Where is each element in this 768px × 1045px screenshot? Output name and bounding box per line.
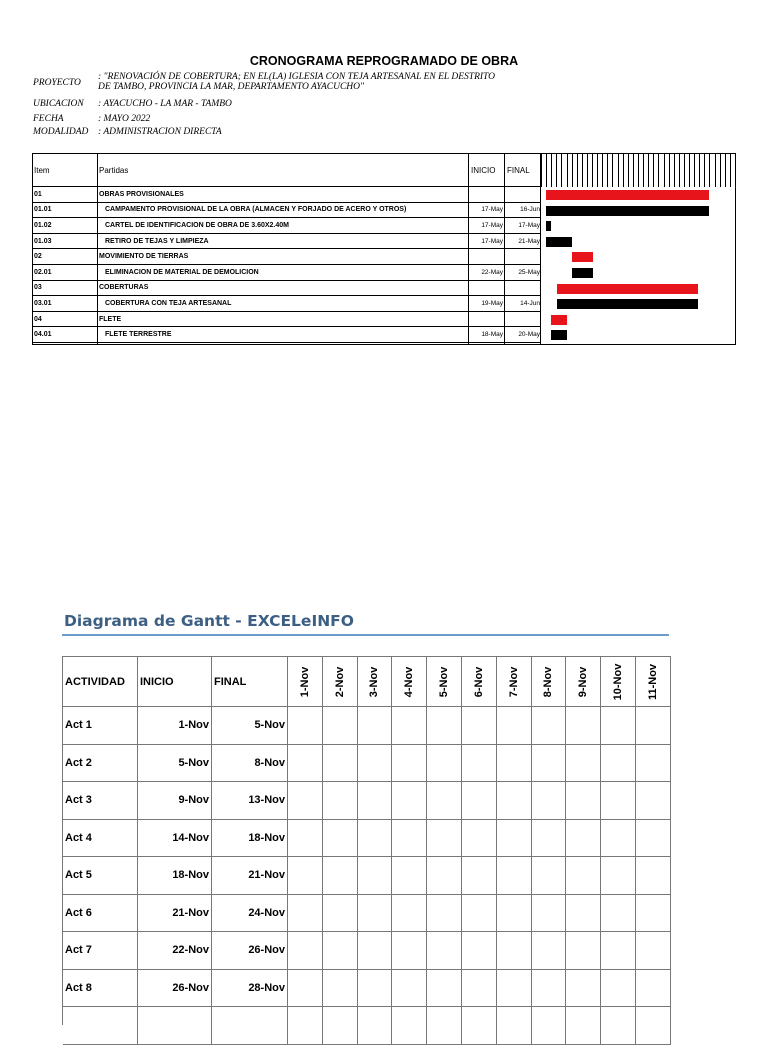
day-cell (601, 707, 636, 745)
day-cell (532, 1007, 567, 1045)
day-column-tick (556, 154, 557, 187)
day-header (636, 657, 671, 707)
day-cell (636, 895, 671, 933)
activity-name: Act 5 (63, 857, 138, 895)
day-cell (497, 970, 532, 1008)
day-column-tick (664, 154, 665, 187)
start-date: 14-Nov (138, 820, 212, 858)
day-column-tick (567, 154, 568, 187)
day-header (601, 657, 636, 707)
day-cell (392, 782, 427, 820)
start-date: 26-Nov (138, 970, 212, 1008)
day-column-tick (607, 154, 608, 187)
item-code: 03 (34, 284, 42, 292)
end-date (505, 281, 541, 296)
end-date: 28-Nov (212, 970, 288, 1008)
day-cell (323, 745, 358, 783)
day-label: 11-Nov (646, 663, 659, 700)
day-cell (427, 782, 462, 820)
start-date (469, 187, 505, 202)
table-row (33, 312, 541, 328)
task-bar (551, 330, 567, 340)
start-date: 17-May (481, 237, 503, 245)
item-code: 01.02 (34, 221, 52, 229)
header-partidas: Partidas (99, 165, 129, 175)
day-cell (323, 707, 358, 745)
day-cell (601, 745, 636, 783)
start-date: 5-Nov (138, 745, 212, 783)
end-date (212, 1007, 288, 1045)
start-date: 21-Nov (138, 895, 212, 933)
start-date: 22-May (481, 268, 503, 276)
day-label: 9-Nov (577, 666, 590, 697)
day-cell (358, 707, 393, 745)
day-label: 4-Nov (403, 666, 416, 697)
day-label: 6-Nov (472, 666, 485, 697)
day-column-tick (709, 154, 710, 187)
info-label: MODALIDAD (33, 127, 89, 137)
info-label: UBICACION (33, 99, 84, 109)
day-header (358, 657, 393, 707)
item-code: 01.03 (34, 237, 52, 245)
day-cell (462, 782, 497, 820)
day-column-tick (546, 154, 547, 187)
day-cell (532, 857, 567, 895)
day-cell (288, 895, 323, 933)
cronograma-title: CRONOGRAMA REPROGRAMADO DE OBRA (249, 54, 519, 68)
day-column-tick (653, 154, 654, 187)
day-header (427, 657, 462, 707)
day-cell (566, 857, 601, 895)
partida-name: COBERTURA CON TEJA ARTESANAL (105, 299, 232, 307)
info-value: : "RENOVACIÓN DE COBERTURA; EN EL(LA) IGLESIA CON TEJA ARTESANAL EN EL DESTRITO DE TAMBO, PROVINCIA LA MAR, DEPARTAMENTO AYACUCHO" (98, 72, 496, 92)
summary-bar (546, 190, 709, 200)
info-value: : ADMINISTRACION DIRECTA (98, 127, 222, 137)
day-cell (323, 857, 358, 895)
day-cell (566, 745, 601, 783)
day-cell (636, 932, 671, 970)
day-cell (636, 745, 671, 783)
item-code: 02.01 (34, 268, 52, 276)
partida-name: FLETE (99, 315, 122, 323)
day-cell (601, 857, 636, 895)
day-column-tick (669, 154, 670, 187)
day-column-tick (551, 154, 552, 187)
day-column-tick (679, 154, 680, 187)
end-date: 13-Nov (212, 782, 288, 820)
day-column-tick (597, 154, 598, 187)
day-column-tick (612, 154, 613, 187)
day-column-tick (602, 154, 603, 187)
day-cell (288, 782, 323, 820)
day-column-tick (689, 154, 690, 187)
info-label: FECHA (33, 114, 64, 124)
day-cell (427, 707, 462, 745)
day-column-tick (628, 154, 629, 187)
activity-name: Act 8 (63, 970, 138, 1008)
day-label: 2-Nov (333, 666, 346, 697)
table-row (33, 296, 541, 312)
day-cell (358, 820, 393, 858)
day-cell (636, 782, 671, 820)
title-underline (62, 634, 669, 636)
day-column-tick (643, 154, 644, 187)
day-header (497, 657, 532, 707)
day-cell (497, 1007, 532, 1045)
table-row (33, 187, 541, 203)
day-cell (358, 895, 393, 933)
activity-name: Act 6 (63, 895, 138, 933)
day-cell (636, 707, 671, 745)
end-date: 21-Nov (212, 857, 288, 895)
table-row (33, 281, 541, 297)
day-cell (462, 970, 497, 1008)
task-bar (572, 268, 593, 278)
day-column-tick (582, 154, 583, 187)
task-bar (557, 299, 699, 309)
day-header (532, 657, 567, 707)
info-value: : MAYO 2022 (98, 114, 151, 124)
start-date (469, 281, 505, 296)
day-cell (323, 782, 358, 820)
day-cell (462, 707, 497, 745)
day-cell (288, 857, 323, 895)
end-date: 16-Jun (520, 206, 540, 214)
header-final: FINAL (507, 165, 530, 175)
activity-name: Act 4 (63, 820, 138, 858)
day-cell (392, 745, 427, 783)
end-date: 20-May (518, 331, 540, 339)
day-cell (497, 932, 532, 970)
header-inicio: INICIO (138, 657, 212, 707)
day-column-tick (618, 154, 619, 187)
day-label: 8-Nov (542, 666, 555, 697)
day-cell (358, 745, 393, 783)
day-column-tick (633, 154, 634, 187)
table-row (33, 249, 541, 265)
day-column-tick (587, 154, 588, 187)
day-cell (532, 970, 567, 1008)
summary-bar (557, 284, 699, 294)
end-date (505, 249, 541, 264)
start-date: 22-Nov (138, 932, 212, 970)
summary-bar (572, 252, 593, 262)
day-cell (601, 1007, 636, 1045)
item-code: 02 (34, 253, 42, 261)
day-cell (392, 970, 427, 1008)
activity-name (63, 1007, 138, 1045)
day-column-tick (694, 154, 695, 187)
end-date: 18-Nov (212, 820, 288, 858)
day-cell (462, 745, 497, 783)
day-cell (288, 1007, 323, 1045)
header-final: FINAL (212, 657, 288, 707)
day-cell (323, 895, 358, 933)
day-cell (497, 707, 532, 745)
day-label: 1-Nov (298, 666, 311, 697)
day-cell (392, 857, 427, 895)
summary-bar (551, 315, 567, 325)
table-row (33, 218, 541, 234)
column-divider (504, 154, 505, 344)
day-header (462, 657, 497, 707)
end-date: 14-Jun (520, 299, 540, 307)
day-cell (323, 970, 358, 1008)
day-cell (392, 932, 427, 970)
day-cell (427, 932, 462, 970)
end-date (505, 312, 541, 327)
day-cell (532, 932, 567, 970)
day-column-tick (572, 154, 573, 187)
start-date: 19-May (481, 299, 503, 307)
day-cell (532, 820, 567, 858)
day-label: 7-Nov (507, 666, 520, 697)
end-date: 5-Nov (212, 707, 288, 745)
day-column-tick (561, 154, 562, 187)
day-cell (288, 820, 323, 858)
day-cell (566, 820, 601, 858)
day-column-tick (623, 154, 624, 187)
day-cell (358, 1007, 393, 1045)
day-cell (427, 857, 462, 895)
day-column-tick (699, 154, 700, 187)
day-cell (532, 707, 567, 745)
partida-name: CARTEL DE IDENTIFICACION DE OBRA DE 3.60X2.40M (105, 221, 289, 229)
day-label: 10-Nov (612, 663, 625, 700)
column-divider (468, 154, 469, 344)
day-cell (392, 895, 427, 933)
day-cell (427, 1007, 462, 1045)
end-date: 21-May (518, 237, 540, 245)
start-date: 17-May (481, 221, 503, 229)
day-cell (601, 820, 636, 858)
day-cell (427, 820, 462, 858)
day-cell (288, 970, 323, 1008)
end-date (505, 187, 541, 202)
header-inicio: INICIO (471, 165, 496, 175)
day-column-tick (730, 154, 731, 187)
day-header (392, 657, 427, 707)
task-bar (546, 206, 709, 216)
day-cell (427, 970, 462, 1008)
day-cell (601, 970, 636, 1008)
day-cell (636, 1007, 671, 1045)
start-date: 9-Nov (138, 782, 212, 820)
partida-name: OBRAS PROVISIONALES (99, 190, 184, 198)
day-cell (566, 707, 601, 745)
day-cell (497, 820, 532, 858)
day-cell (462, 1007, 497, 1045)
day-column-tick (704, 154, 705, 187)
cronograma-table (32, 153, 736, 345)
day-cell (462, 820, 497, 858)
activity-name: Act 7 (63, 932, 138, 970)
start-date: 17-May (481, 206, 503, 214)
day-cell (462, 932, 497, 970)
day-column-tick (715, 154, 716, 187)
item-code: 01.01 (34, 206, 52, 214)
start-date (469, 312, 505, 327)
item-code: 04 (34, 315, 42, 323)
day-cell (392, 707, 427, 745)
day-column-tick (648, 154, 649, 187)
partida-name: RETIRO DE TEJAS Y LIMPIEZA (105, 237, 209, 245)
day-cell (358, 857, 393, 895)
day-label: 5-Nov (438, 666, 451, 697)
day-column-tick (684, 154, 685, 187)
partida-name: COBERTURAS (99, 284, 149, 292)
day-cell (566, 970, 601, 1008)
table-row (33, 265, 541, 281)
day-label: 3-Nov (368, 666, 381, 697)
day-cell (497, 745, 532, 783)
end-date: 24-Nov (212, 895, 288, 933)
header-item: Item (34, 165, 50, 175)
info-label: PROYECTO (33, 78, 81, 88)
day-cell (601, 782, 636, 820)
start-date (469, 249, 505, 264)
day-cell (601, 932, 636, 970)
end-date: 26-Nov (212, 932, 288, 970)
table-row (33, 203, 541, 219)
day-cell (497, 782, 532, 820)
cronograma-header-row (33, 154, 541, 187)
item-code: 03.01 (34, 299, 52, 307)
activity-name: Act 2 (63, 745, 138, 783)
end-date: 8-Nov (212, 745, 288, 783)
day-cell (462, 895, 497, 933)
day-cell (566, 782, 601, 820)
day-cell (358, 932, 393, 970)
day-cell (427, 745, 462, 783)
end-date: 25-May (518, 268, 540, 276)
day-cell (532, 782, 567, 820)
day-cell (601, 895, 636, 933)
column-divider (97, 154, 98, 344)
partida-name: CAMPAMENTO PROVISIONAL DE LA OBRA (ALMACEN Y FORJADO DE ACERO Y OTROS) (105, 206, 407, 214)
day-cell (288, 932, 323, 970)
day-cell (323, 932, 358, 970)
day-cell (636, 857, 671, 895)
day-header (323, 657, 358, 707)
table-row (33, 327, 541, 343)
day-cell (288, 707, 323, 745)
day-cell (636, 970, 671, 1008)
item-code: 01 (34, 190, 42, 198)
day-column-tick (592, 154, 593, 187)
task-bar (546, 237, 572, 247)
activity-name: Act 3 (63, 782, 138, 820)
day-cell (566, 895, 601, 933)
gantt-title: Diagrama de Gantt - EXCELeINFO (64, 612, 354, 630)
day-cell (497, 895, 532, 933)
day-cell (497, 857, 532, 895)
start-date: 1-Nov (138, 707, 212, 745)
timeline-header (541, 154, 735, 187)
day-cell (288, 745, 323, 783)
table-row (33, 234, 541, 250)
day-cell (566, 932, 601, 970)
header-actividad: ACTIVIDAD (63, 657, 138, 707)
start-date: 18-May (481, 331, 503, 339)
day-cell (323, 1007, 358, 1045)
activity-name: Act 1 (63, 707, 138, 745)
info-value: : AYACUCHO - LA MAR - TAMBO (98, 99, 232, 109)
partida-name: MOVIMIENTO DE TIERRAS (99, 253, 189, 261)
day-cell (532, 895, 567, 933)
day-cell (427, 895, 462, 933)
day-cell (358, 970, 393, 1008)
day-column-tick (720, 154, 721, 187)
day-cell (392, 820, 427, 858)
day-cell (358, 782, 393, 820)
day-cell (532, 745, 567, 783)
start-date (138, 1007, 212, 1045)
start-date: 18-Nov (138, 857, 212, 895)
day-cell (462, 857, 497, 895)
day-column-tick (577, 154, 578, 187)
day-column-tick (725, 154, 726, 187)
day-header (288, 657, 323, 707)
day-cell (392, 1007, 427, 1045)
day-column-tick (658, 154, 659, 187)
partida-name: ELIMINACION DE MATERIAL DE DEMOLICION (105, 268, 259, 276)
task-bar (546, 221, 551, 231)
day-column-tick (674, 154, 675, 187)
partida-name: FLETE TERRESTRE (105, 331, 172, 339)
day-cell (636, 820, 671, 858)
day-column-tick (541, 154, 542, 187)
item-code: 04.01 (34, 331, 52, 339)
day-header (566, 657, 601, 707)
gantt-table (62, 656, 671, 1025)
day-cell (323, 820, 358, 858)
day-column-tick (638, 154, 639, 187)
day-cell (566, 1007, 601, 1045)
end-date: 17-May (518, 221, 540, 229)
